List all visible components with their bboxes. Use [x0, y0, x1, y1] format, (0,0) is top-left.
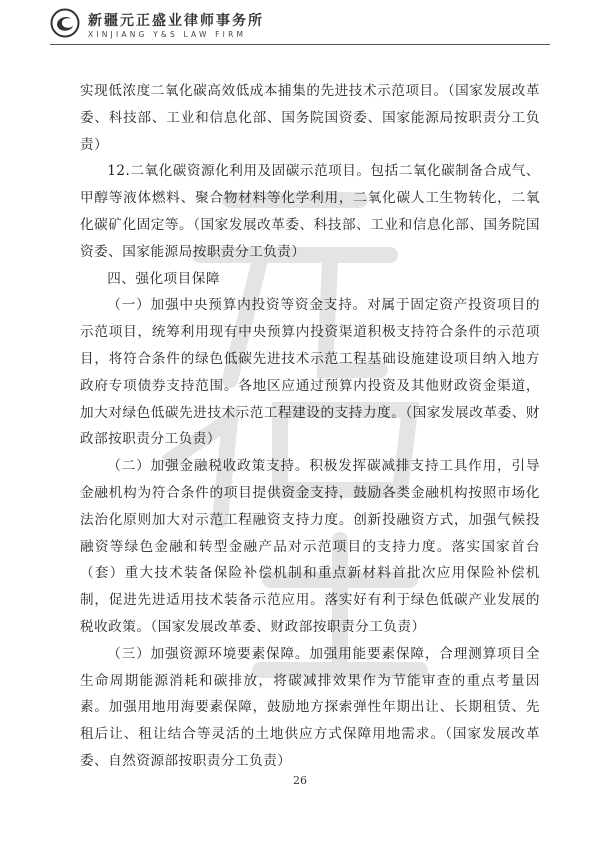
paragraph-continued: 实现低浓度二氧化碳高效低成本捕集的先进技术示范项目。（国家发展改革委、科技部、工业和信息化部、国务院国资委、国家能源局按职责分工负责）	[80, 83, 540, 153]
page-number: 26	[293, 774, 307, 787]
header-divider	[50, 44, 550, 45]
paragraph-subsection-1: （一）加强中央预算内投资等资金支持。对属于固定资产投资项目的示范项目，统筹利用现有中央预算内投资渠道积极支持符合条件的示范项目，将符合条件的绿色低碳先进技术示范工程基础设施建设项目纳入地方政府专项债券支持范围。各地区应通过预算内投资及其他财政资金渠道，加大对绿色低碳先进技术示范工程建设的支持力度。（国家发展改革委、财政部按职责分工负责）	[80, 297, 540, 448]
firm-name-cn: 新疆元正盛业律师事务所	[88, 13, 264, 29]
page-header	[50, 6, 550, 46]
firm-name-en: XINJIANG Y&S LAW FIRM	[88, 30, 247, 39]
paragraph-item-12: 12.二氧化碳资源化利用及固碳示范项目。包括二氧化碳制备合成气、甲醇等液体燃料、聚合物材料等化学利用，二氧化碳人工生物转化，二氧化碳矿化固定等。（国家发展改革委、科技部、工业和信息化部、国务院国资委、国家能源局按职责分工负责）	[80, 163, 540, 260]
paragraph-subsection-3: （三）加强资源环境要素保障。加强用能要素保障，合理测算项目全生命周期能源消耗和碳排放，将碳减排效果作为节能审查的重点考量因素。加强用地用海要素保障，鼓励地方探索弹性年期出让、长期租赁、先租后让、租让结合等灵活的土地供应方式保障用地需求。（国家发展改革委、自然资源部按职责分工负责）	[80, 645, 540, 769]
section-heading: 四、强化项目保障	[107, 270, 220, 287]
document-body	[80, 78, 540, 775]
swirl-logo-icon	[50, 8, 80, 38]
paragraph-subsection-2: （二）加强金融税收政策支持。积极发挥碳减排支持工具作用，引导金融机构为符合条件的项目提供资金支持，鼓励各类金融机构按照市场化法治化原则加大对示范工程融资支持力度。创新投融资方式，加强气候投融资等绿色金融和转型金融产品对示范项目的支持力度。落实国家首台（套）重大技术装备保险补偿机制和重点新材料首批次应用保险补偿机制，促进先进适用技术装备示范应用。落实好有利于绿色低碳产业发展的税收政策。（国家发展改革委、财政部按职责分工负责）	[80, 458, 540, 635]
